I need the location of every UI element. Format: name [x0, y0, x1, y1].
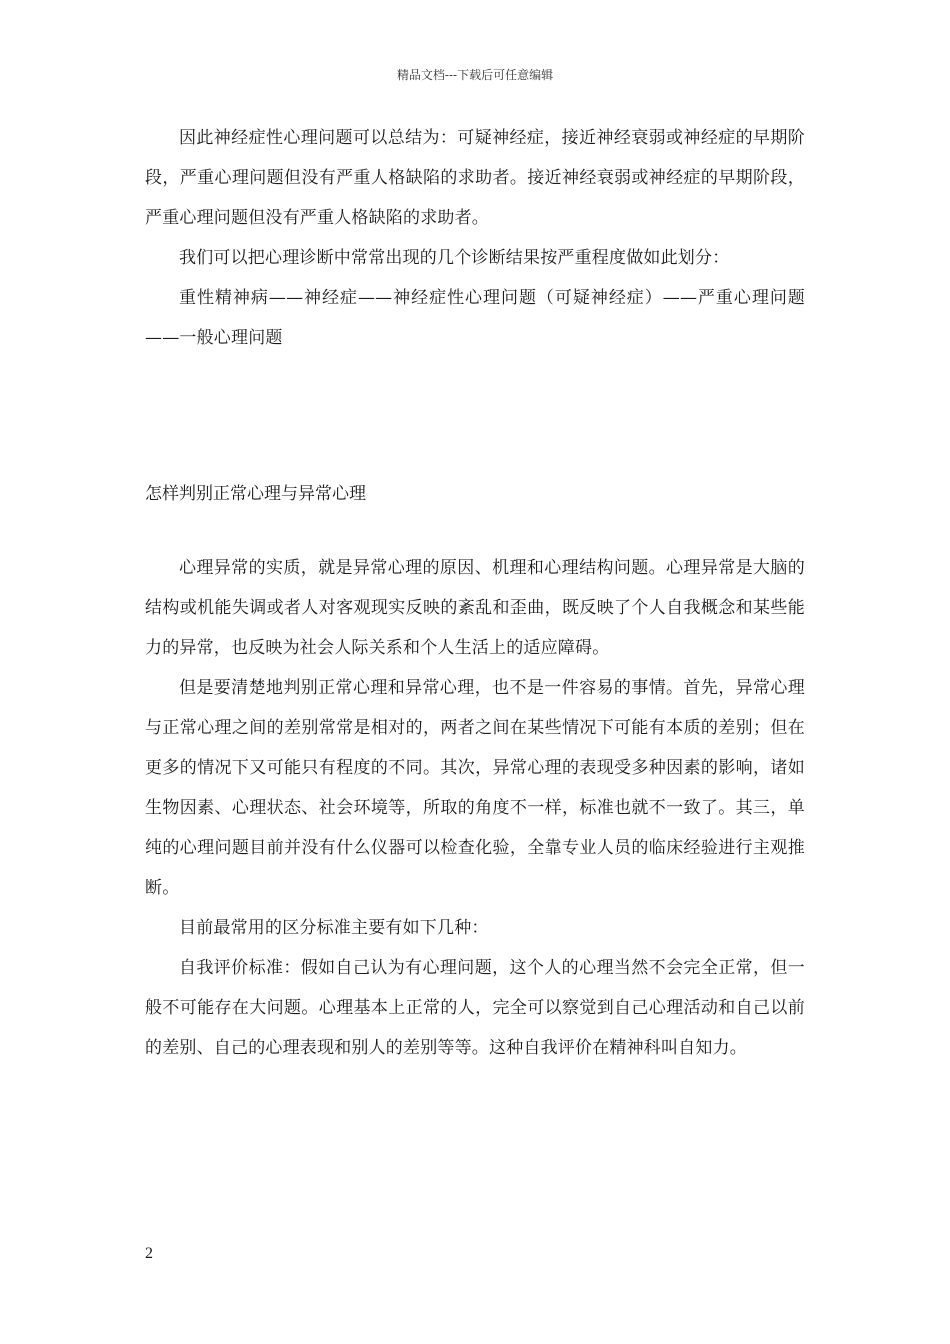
section-heading: 怎样判别正常心理与异常心理 [145, 484, 366, 504]
paragraph-diagnosis-intro: 我们可以把心理诊断中常常出现的几个诊断结果按严重程度做如此划分： [179, 248, 730, 268]
section-gap [145, 358, 805, 474]
paragraph-criteria-intro: 目前最常用的区分标准主要有如下几种： [179, 918, 489, 938]
heading-gap [145, 514, 805, 548]
paragraph-abnormal-essence: 心理异常的实质，就是异常心理的原因、机理和心理结构问题。心理异常是大脑的结构或机能失调或者人对客观现实反映的紊乱和歪曲，既反映了个人自我概念和某些能力的异常，也反映为社会人际关系和个人生活上的适应障碍。 [145, 558, 805, 658]
paragraph-self-evaluation: 自我评价标准：假如自己认为有心理问题，这个人的心理当然不会完全正常，但一般不可能存在大问题。心理基本上正常的人，完全可以察觉到自己心理活动和自己以前的差别、自己的心理表现和别人的差别等等。这种自我评价在精神科叫自知力。 [145, 958, 805, 1058]
document-body [145, 118, 805, 1068]
paragraph-judgment-difficulty: 但是要清楚地判别正常心理和异常心理，也不是一件容易的事情。首先，异常心理与正常心理之间的差别常常是相对的，两者之间在某些情况下可能有本质的差别；但在更多的情况下又可能只有程度的不同。其次，异常心理的表现受多种因素的影响，诸如生物因素、心理状态、社会环境等，所取的角度不一样，标准也就不一致了。其三，单纯的心理问题目前并没有什么仪器可以检查化验，全靠专业人员的临床经验进行主观推断。 [145, 678, 805, 898]
page-number: 2 [145, 1245, 153, 1262]
paragraph-severity-scale: 重性精神病——神经症——神经症性心理问题（可疑神经症）——严重心理问题——一般心理问题 [145, 288, 805, 348]
paragraph-neurotic-summary: 因此神经症性心理问题可以总结为：可疑神经症，接近神经衰弱或神经症的早期阶段，严重心理问题但没有严重人格缺陷的求助者。接近神经衰弱或神经症的早期阶段，严重心理问题但没有严重人格缺陷的求助者。 [145, 128, 805, 228]
page-header: 精品文档---下载后可任意编辑 [396, 68, 554, 82]
